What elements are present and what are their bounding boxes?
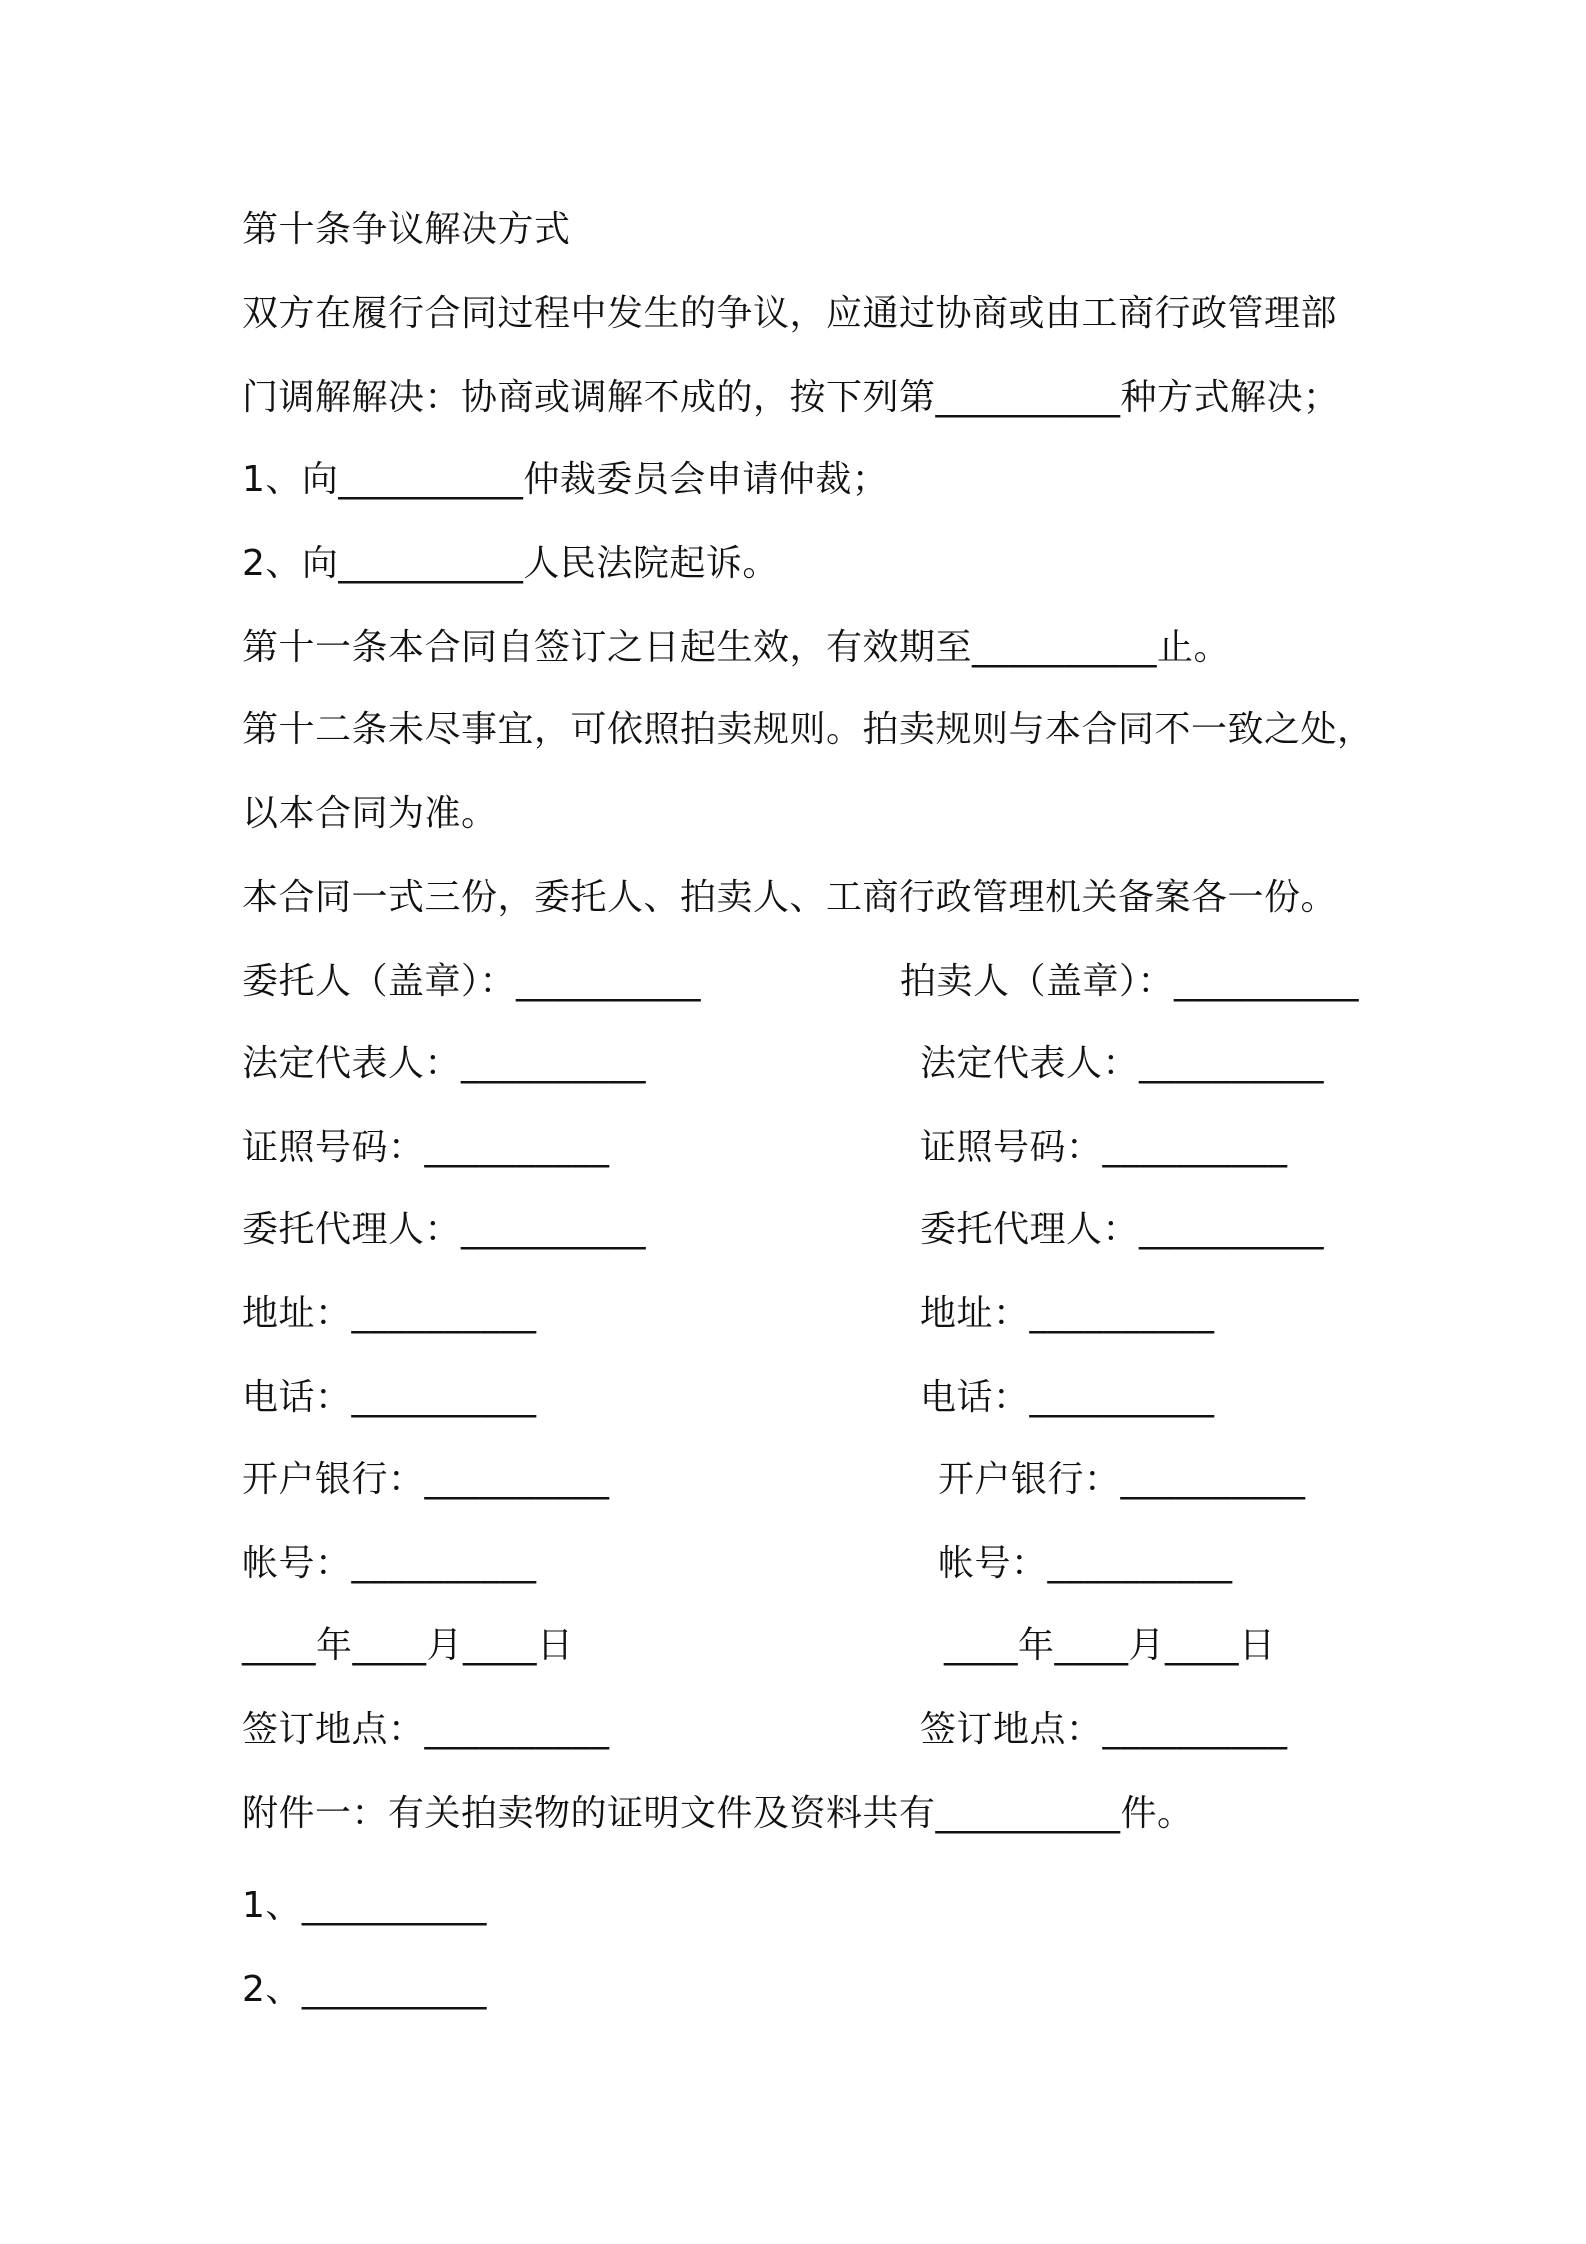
attachment-item-2: 2、__________ xyxy=(242,1969,487,2010)
article-10-paragraph-line1: 双方在履行合同过程中发生的争议，应通过协商或由工商行政管理部 xyxy=(242,293,1338,334)
article-10-title: 第十条争议解决方式 xyxy=(242,209,571,250)
article-12-line2: 以本合同为准。 xyxy=(242,793,498,834)
attachment-title: 附件一：有关拍卖物的证明文件及资料共有__________件。 xyxy=(242,1793,1194,1834)
principal-date-field: ____年____月____日 xyxy=(242,1625,574,1666)
auctioneer-seal-field: 拍卖人（盖章）：__________ xyxy=(900,961,1360,1002)
auctioneer-rep-field: 法定代表人：__________ xyxy=(920,1043,1325,1084)
principal-rep-field: 法定代表人：__________ xyxy=(242,1043,647,1084)
auctioneer-license-field: 证照号码：__________ xyxy=(920,1127,1288,1168)
principal-address-field: 地址：__________ xyxy=(242,1293,537,1334)
principal-place-field: 签订地点：__________ xyxy=(242,1709,610,1750)
auctioneer-address-field: 地址：__________ xyxy=(920,1293,1215,1334)
copies-clause: 本合同一式三份，委托人、拍卖人、工商行政管理机关备案各一份。 xyxy=(242,877,1338,918)
article-11: 第十一条本合同自签订之日起生效，有效期至__________止。 xyxy=(242,627,1231,668)
auctioneer-place-field: 签订地点：__________ xyxy=(920,1709,1288,1750)
attachment-item-1: 1、__________ xyxy=(242,1885,487,1926)
auctioneer-agent-field: 委托代理人：__________ xyxy=(920,1209,1325,1250)
arbitration-option: 1、向__________仲裁委员会申请仲裁； xyxy=(242,459,889,500)
auctioneer-account-field: 帐号：__________ xyxy=(938,1543,1233,1584)
principal-agent-field: 委托代理人：__________ xyxy=(242,1209,647,1250)
auctioneer-date-field: ____年____月____日 xyxy=(944,1625,1276,1666)
auctioneer-bank-field: 开户银行：__________ xyxy=(938,1459,1306,1500)
principal-account-field: 帐号：__________ xyxy=(242,1543,537,1584)
principal-license-field: 证照号码：__________ xyxy=(242,1127,610,1168)
principal-phone-field: 电话：__________ xyxy=(242,1377,537,1418)
court-option: 2、向__________人民法院起诉。 xyxy=(242,543,779,584)
principal-seal-field: 委托人（盖章）：__________ xyxy=(242,961,702,1002)
article-10-paragraph-line2: 门调解解决：协商或调解不成的，按下列第__________种方式解决； xyxy=(242,377,1340,418)
principal-bank-field: 开户银行：__________ xyxy=(242,1459,610,1500)
article-12-line1: 第十二条未尽事宜，可依照拍卖规则。拍卖规则与本合同不一致之处， xyxy=(242,709,1374,750)
auctioneer-phone-field: 电话：__________ xyxy=(920,1377,1215,1418)
